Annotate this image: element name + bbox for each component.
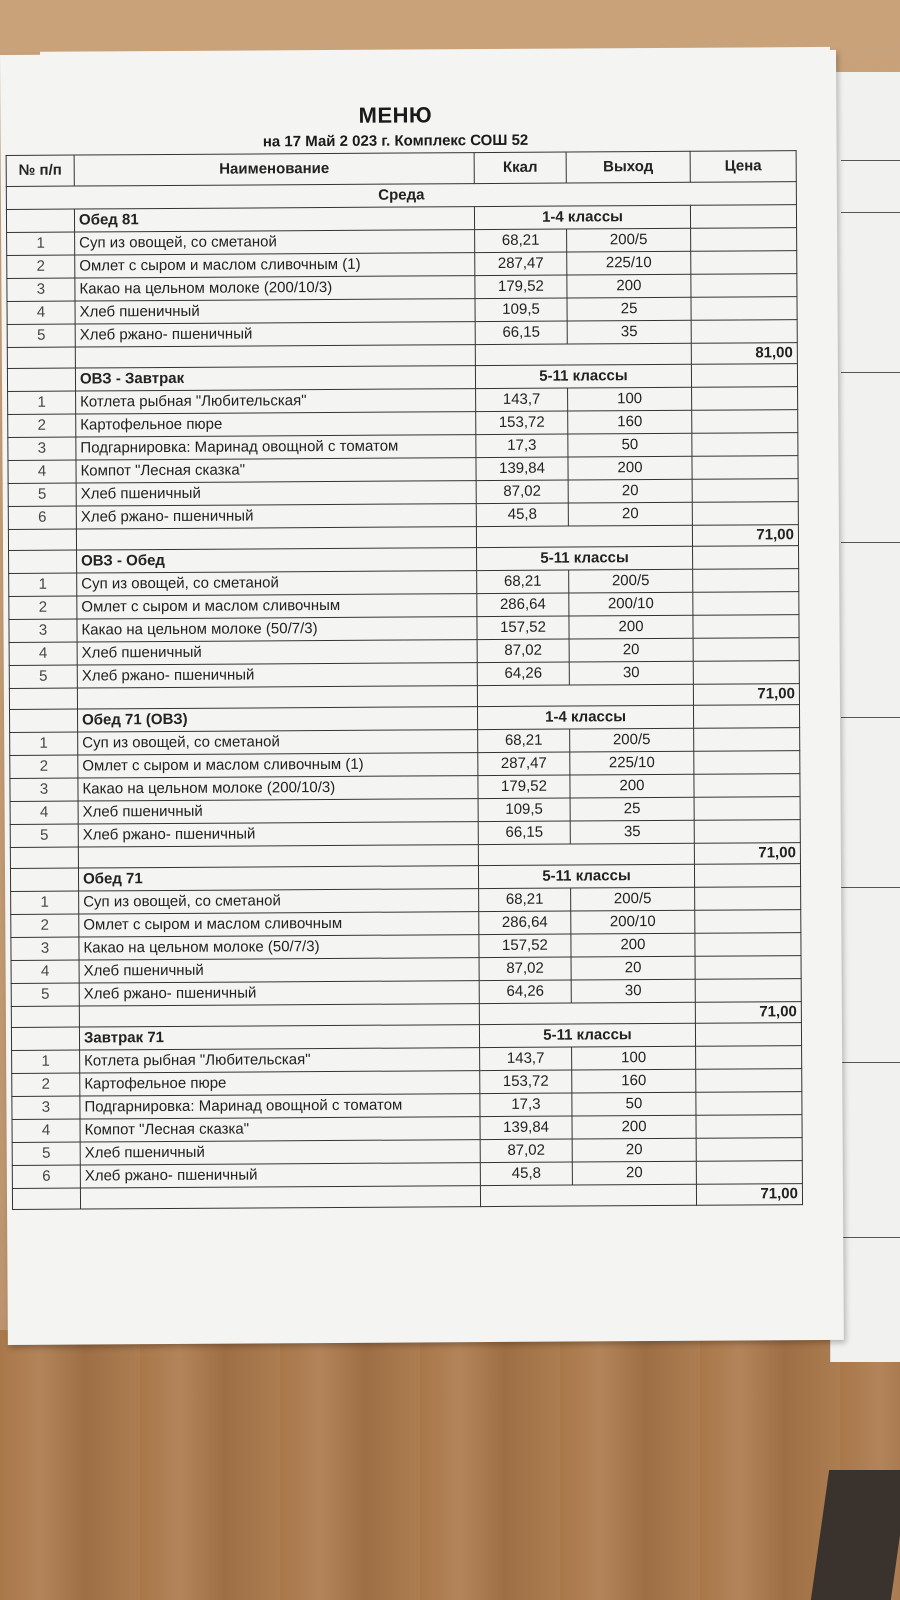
item-output: 200 (567, 274, 691, 298)
item-price (696, 1046, 802, 1070)
total-empty-cell (475, 343, 691, 365)
item-name: Омлет с сыром и маслом сливочным (77, 594, 477, 619)
item-kcal: 66,15 (475, 321, 567, 345)
item-name: Хлеб ржано- пшеничный (76, 504, 476, 529)
item-name: Хлеб пшеничный (79, 958, 479, 983)
item-kcal: 153,72 (476, 411, 568, 435)
item-kcal: 87,02 (477, 639, 569, 663)
item-number: 2 (8, 414, 76, 437)
item-number: 3 (9, 619, 77, 642)
section-title: ОВЗ - Обед (77, 548, 477, 573)
item-name: Хлеб ржано- пшеничный (78, 822, 478, 847)
item-output: 50 (572, 1092, 696, 1116)
section-total-price: 71,00 (693, 684, 799, 706)
item-number: 5 (9, 665, 77, 688)
header-out: Выход (566, 151, 690, 183)
item-kcal: 64,26 (477, 662, 569, 686)
item-kcal: 286,64 (479, 911, 571, 935)
item-name: Хлеб пшеничный (76, 481, 476, 506)
section-num-cell (9, 550, 77, 573)
item-price (691, 274, 797, 298)
section-num-cell (6, 209, 74, 232)
section-total-price: 81,00 (691, 343, 797, 365)
item-number: 5 (8, 483, 76, 506)
item-output: 20 (568, 479, 692, 503)
total-empty-cell (76, 527, 476, 550)
item-price (694, 797, 800, 821)
item-name: Омлет с сыром и маслом сливочным (79, 912, 479, 937)
item-output: 30 (569, 661, 693, 685)
total-empty-cell (78, 845, 478, 868)
item-output: 20 (572, 1161, 696, 1185)
item-number: 3 (12, 1096, 80, 1119)
section-total-price: 71,00 (694, 843, 800, 865)
item-kcal: 287,47 (478, 752, 570, 776)
item-output: 160 (568, 410, 692, 434)
section-classes: 1-4 классы (477, 705, 693, 729)
item-kcal: 68,21 (478, 729, 570, 753)
item-output: 160 (572, 1069, 696, 1093)
item-number: 5 (10, 824, 78, 847)
header-row (6, 151, 796, 187)
item-price (693, 615, 799, 639)
item-price (693, 569, 799, 593)
item-kcal: 45,8 (480, 1162, 572, 1186)
item-output: 200/10 (569, 592, 693, 616)
item-number: 5 (11, 983, 79, 1006)
item-price (696, 1092, 802, 1116)
section-num-cell (10, 868, 78, 891)
item-name: Котлета рыбная "Любительская" (76, 389, 476, 414)
item-number: 3 (7, 278, 75, 301)
item-price (696, 1138, 802, 1162)
section-price-cell (694, 864, 800, 888)
item-number: 1 (12, 1050, 80, 1073)
day-label: Среда (6, 182, 796, 210)
item-number: 3 (10, 778, 78, 801)
item-kcal: 139,84 (476, 457, 568, 481)
item-name: Хлеб пшеничный (78, 799, 478, 824)
item-name: Подгарнировка: Маринад овощной с томатом (80, 1094, 480, 1119)
header-num: № п/п (6, 155, 74, 186)
item-name: Котлета рыбная "Любительская" (80, 1048, 480, 1073)
section-classes: 5-11 классы (479, 1023, 695, 1047)
item-name: Хлеб ржано- пшеничный (77, 663, 477, 688)
item-kcal: 109,5 (478, 798, 570, 822)
section-classes: 5-11 классы (475, 364, 691, 388)
item-name: Компот "Лесная сказка" (76, 458, 476, 483)
item-output: 20 (572, 1138, 696, 1162)
item-name: Суп из овощей, со сметаной (75, 230, 475, 255)
total-empty-cell (10, 847, 78, 868)
item-number: 2 (10, 755, 78, 778)
item-output: 35 (570, 820, 694, 844)
item-output: 20 (571, 956, 695, 980)
item-number: 5 (7, 324, 75, 347)
table-surface (0, 1330, 900, 1600)
item-price (692, 410, 798, 434)
item-number: 1 (8, 391, 76, 414)
item-kcal: 64,26 (479, 980, 571, 1004)
item-output: 25 (570, 797, 694, 821)
total-empty-cell (77, 686, 477, 709)
total-empty-cell (477, 684, 693, 706)
item-price (694, 774, 800, 798)
total-empty-cell (479, 1002, 695, 1024)
item-kcal: 287,47 (475, 252, 567, 276)
item-number: 1 (9, 573, 77, 596)
item-output: 100 (568, 387, 692, 411)
item-number: 2 (9, 596, 77, 619)
item-output: 200/5 (570, 728, 694, 752)
section-total-row (12, 1184, 802, 1210)
section-total-price: 71,00 (692, 525, 798, 547)
item-number: 1 (7, 232, 75, 255)
item-output: 35 (567, 320, 691, 344)
section-total-price: 71,00 (695, 1002, 801, 1024)
item-price (692, 433, 798, 457)
item-output: 225/10 (570, 751, 694, 775)
item-name: Какао на цельном молоке (50/7/3) (77, 617, 477, 642)
item-kcal: 179,52 (475, 275, 567, 299)
total-empty-cell (75, 345, 475, 368)
item-number: 1 (11, 891, 79, 914)
item-number: 2 (12, 1073, 80, 1096)
item-price (691, 320, 797, 344)
item-name: Омлет с сыром и маслом сливочным (1) (78, 753, 478, 778)
item-name: Какао на цельном молоке (200/10/3) (75, 276, 475, 301)
item-name: Суп из овощей, со сметаной (78, 730, 478, 755)
item-number: 6 (8, 506, 76, 529)
total-empty-cell (9, 688, 77, 709)
item-kcal: 87,02 (479, 957, 571, 981)
item-output: 50 (568, 433, 692, 457)
section-num-cell (11, 1027, 79, 1050)
item-price (693, 661, 799, 685)
item-number: 5 (12, 1142, 80, 1165)
section-num-cell (7, 368, 75, 391)
item-number: 2 (11, 914, 79, 937)
total-empty-cell (12, 1188, 80, 1209)
menu-table (6, 150, 803, 1210)
total-empty-cell (79, 1004, 479, 1027)
total-empty-cell (478, 843, 694, 865)
item-number: 3 (11, 937, 79, 960)
total-empty-cell (476, 525, 692, 547)
item-name: Омлет с сыром и маслом сливочным (1) (75, 253, 475, 278)
item-price (696, 1069, 802, 1093)
item-output: 200 (571, 933, 695, 957)
item-price (695, 933, 801, 957)
item-kcal: 157,52 (479, 934, 571, 958)
item-kcal: 179,52 (478, 775, 570, 799)
section-classes: 5-11 классы (478, 864, 694, 888)
section-price-cell (691, 364, 797, 388)
item-kcal: 286,64 (477, 593, 569, 617)
item-output: 25 (567, 297, 691, 321)
item-number: 4 (8, 460, 76, 483)
item-kcal: 68,21 (479, 888, 571, 912)
item-name: Суп из овощей, со сметаной (79, 889, 479, 914)
section-price-cell (695, 1023, 801, 1047)
item-kcal: 68,21 (477, 570, 569, 594)
item-number: 4 (9, 642, 77, 665)
item-output: 200 (568, 456, 692, 480)
item-kcal: 17,3 (480, 1093, 572, 1117)
section-num-cell (9, 709, 77, 732)
item-output: 200/5 (567, 228, 691, 252)
item-output: 200 (572, 1115, 696, 1139)
item-name: Картофельное пюре (76, 412, 476, 437)
item-name: Подгарнировка: Маринад овощной с томатом (76, 435, 476, 460)
item-price (693, 592, 799, 616)
item-name: Хлеб ржано- пшеничный (80, 1163, 480, 1188)
item-number: 4 (12, 1119, 80, 1142)
item-kcal: 143,7 (476, 388, 568, 412)
item-name: Хлеб пшеничный (80, 1140, 480, 1165)
item-name: Хлеб ржано- пшеничный (79, 981, 479, 1006)
item-name: Какао на цельном молоке (200/10/3) (78, 776, 478, 801)
item-output: 200/5 (569, 569, 693, 593)
section-title: ОВЗ - Завтрак (75, 366, 475, 391)
section-title: Завтрак 71 (79, 1025, 479, 1050)
page-title: МЕНЮ (358, 102, 433, 128)
section-price-cell (693, 546, 799, 570)
page-subtitle: на 17 Май 2 023 г. Комплекс СОШ 52 (262, 131, 529, 151)
total-empty-cell (8, 529, 76, 550)
item-kcal: 109,5 (475, 298, 567, 322)
section-classes: 5-11 классы (477, 546, 693, 570)
item-number: 4 (7, 301, 75, 324)
item-price (694, 751, 800, 775)
item-number: 3 (8, 437, 76, 460)
item-price (696, 1115, 802, 1139)
item-name: Картофельное пюре (80, 1071, 480, 1096)
item-name: Хлеб пшеничный (77, 640, 477, 665)
item-output: 100 (572, 1046, 696, 1070)
item-price (696, 1161, 802, 1185)
item-output: 200/10 (571, 910, 695, 934)
item-kcal: 45,8 (476, 503, 568, 527)
item-output: 20 (568, 502, 692, 526)
item-price (692, 479, 798, 503)
item-output: 200/5 (571, 887, 695, 911)
section-title: Обед 71 (78, 866, 478, 891)
item-price (695, 887, 801, 911)
section-classes: 1-4 классы (474, 205, 690, 229)
item-price (695, 956, 801, 980)
item-number: 2 (7, 255, 75, 278)
item-kcal: 17,3 (476, 434, 568, 458)
item-price (691, 228, 797, 252)
section-title: Обед 71 (ОВЗ) (77, 707, 477, 732)
total-empty-cell (7, 347, 75, 368)
item-kcal: 66,15 (478, 821, 570, 845)
total-empty-cell (11, 1006, 79, 1027)
item-price (692, 387, 798, 411)
item-price (692, 456, 798, 480)
item-name: Хлеб ржано- пшеничный (75, 322, 475, 347)
item-price (691, 251, 797, 275)
item-price (691, 297, 797, 321)
item-kcal: 68,21 (475, 229, 567, 253)
header-kcal: Ккал (474, 152, 566, 184)
item-price (692, 502, 798, 526)
section-total-price: 71,00 (696, 1184, 802, 1206)
item-output: 200 (570, 774, 694, 798)
total-empty-cell (480, 1184, 696, 1206)
item-output: 20 (569, 638, 693, 662)
item-name: Какао на цельном молоке (50/7/3) (79, 935, 479, 960)
item-kcal: 87,02 (476, 480, 568, 504)
item-price (693, 638, 799, 662)
item-output: 30 (571, 979, 695, 1003)
header-price: Цена (690, 151, 796, 183)
section-title: Обед 81 (74, 207, 474, 232)
item-kcal: 87,02 (480, 1139, 572, 1163)
item-kcal: 143,7 (480, 1047, 572, 1071)
total-empty-cell (80, 1186, 480, 1209)
section-price-cell (693, 705, 799, 729)
item-kcal: 157,52 (477, 616, 569, 640)
item-name: Суп из овощей, со сметаной (77, 571, 477, 596)
item-output: 225/10 (567, 251, 691, 275)
section-price-cell (690, 205, 796, 229)
item-price (694, 820, 800, 844)
item-name: Компот "Лесная сказка" (80, 1117, 480, 1142)
item-price (695, 979, 801, 1003)
item-number: 4 (11, 960, 79, 983)
item-kcal: 139,84 (480, 1116, 572, 1140)
header-name: Наименование (74, 153, 474, 186)
item-kcal: 153,72 (480, 1070, 572, 1094)
menu-sheet (0, 50, 844, 1345)
item-name: Хлеб пшеничный (75, 299, 475, 324)
item-price (694, 728, 800, 752)
item-number: 4 (10, 801, 78, 824)
item-output: 200 (569, 615, 693, 639)
item-number: 6 (12, 1165, 80, 1188)
item-price (695, 910, 801, 934)
item-number: 1 (10, 732, 78, 755)
